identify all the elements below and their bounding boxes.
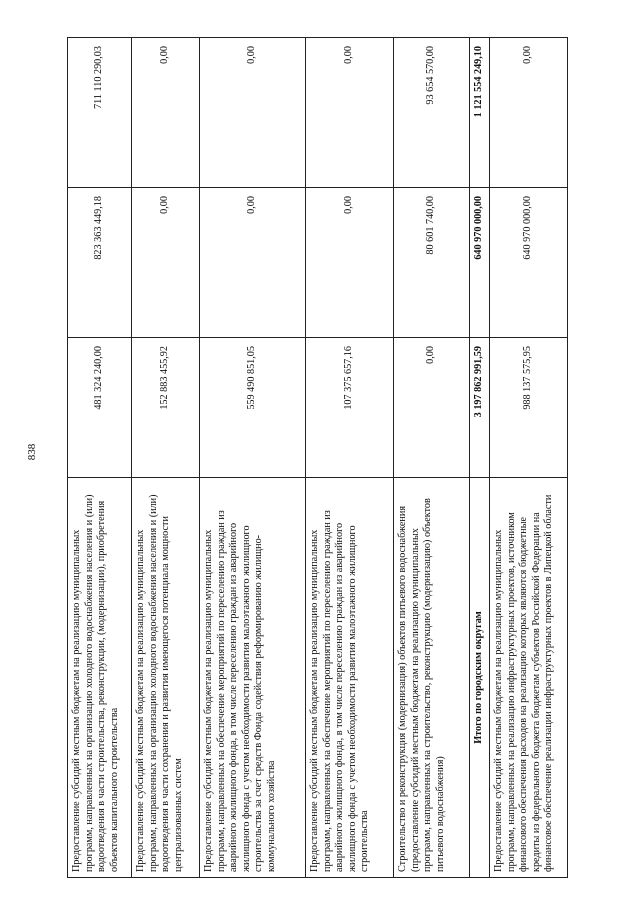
total-label: Итого по городским округам <box>470 478 490 878</box>
row-value-2: 640 970 000,00 <box>490 188 568 338</box>
row-value-1: 559 490 851,05 <box>200 338 306 478</box>
row-description: Предоставление субсидий местным бюджетам на реализацию муниципальных программ, направленных на реализацию инфраструктурных проектов, источником финансового обеспечения расходов на реализацию которых являются бюджетные кредиты из федерального бюджета бюджетам субъектов Российской Федерации на финансовое обеспечение реализации инфраструктурных проектов в Липецкой области <box>490 478 568 878</box>
budget-table <box>67 37 568 878</box>
row-value-3: 0,00 <box>132 38 200 188</box>
row-value-1: 481 324 240,00 <box>68 338 132 478</box>
total-value-1: 3 197 862 991,59 <box>470 338 490 478</box>
row-description: Предоставление субсидий местным бюджетам на реализацию муниципальных программ, направленных на обеспечение мероприятий по переселению граждан из аварийного жилищного фонда, в том числе переселению граждан из аварийного жилищного фонда с учетом необходимости развития малоэтажного жилищного строительства за счет средств Фонда содействия реформированию жилищно-коммунального хозяйства <box>200 478 306 878</box>
table-row <box>200 38 306 878</box>
row-value-1: 107 375 657,16 <box>306 338 394 478</box>
page-number: 838 <box>26 443 38 461</box>
total-value-2: 640 970 000,00 <box>470 188 490 338</box>
row-value-3: 0,00 <box>306 38 394 188</box>
total-value-3: 1 121 554 249,10 <box>470 38 490 188</box>
row-value-3: 0,00 <box>490 38 568 188</box>
row-value-1: 988 137 575,95 <box>490 338 568 478</box>
budget-table-rotated <box>67 38 567 878</box>
row-value-2: 0,00 <box>200 188 306 338</box>
row-description: Предоставление субсидий местным бюджетам на реализацию муниципальных программ, направленных на организацию холодного водоснабжения населения и (или) водоотведения в части строительства, реконструкции, (модернизации), приобретения объектов капитального строительства <box>68 478 132 878</box>
table-row <box>306 38 394 878</box>
row-value-2: 823 363 449,18 <box>68 188 132 338</box>
row-value-2: 0,00 <box>306 188 394 338</box>
row-description: Предоставление субсидий местным бюджетам на реализацию муниципальных программ, направленных на обеспечение мероприятий по переселению граждан из аварийного жилищного фонда, в том числе переселению граждан из аварийного жилищного фонда с учетом необходимости развития малоэтажного жилищного строительства <box>306 478 394 878</box>
row-value-3: 0,00 <box>200 38 306 188</box>
row-value-3: 711 110 290,03 <box>68 38 132 188</box>
table-row <box>394 38 470 878</box>
table-row <box>68 38 132 878</box>
row-value-1: 0,00 <box>394 338 470 478</box>
table-row <box>132 38 200 878</box>
row-value-1: 152 883 455,92 <box>132 338 200 478</box>
row-value-2: 0,00 <box>132 188 200 338</box>
row-value-3: 93 654 570,00 <box>394 38 470 188</box>
row-value-2: 80 601 740,00 <box>394 188 470 338</box>
row-description: Строительство и реконструкция (модернизация) объектов питьевого водоснабжения (предоставление субсидий местным бюджетам на реализацию муниципальных программ, направленных на строительство, реконструкцию (модернизацию) объектов питьевого водоснабжения) <box>394 478 470 878</box>
table-row <box>490 38 568 878</box>
row-description: Предоставление субсидий местным бюджетам на реализацию муниципальных программ, направленных на организацию холодного водоснабжения населения и (или) водоотведения в части сохранения и развития имеющегося потенциала мощности централизованных систем <box>132 478 200 878</box>
total-row <box>470 38 490 878</box>
